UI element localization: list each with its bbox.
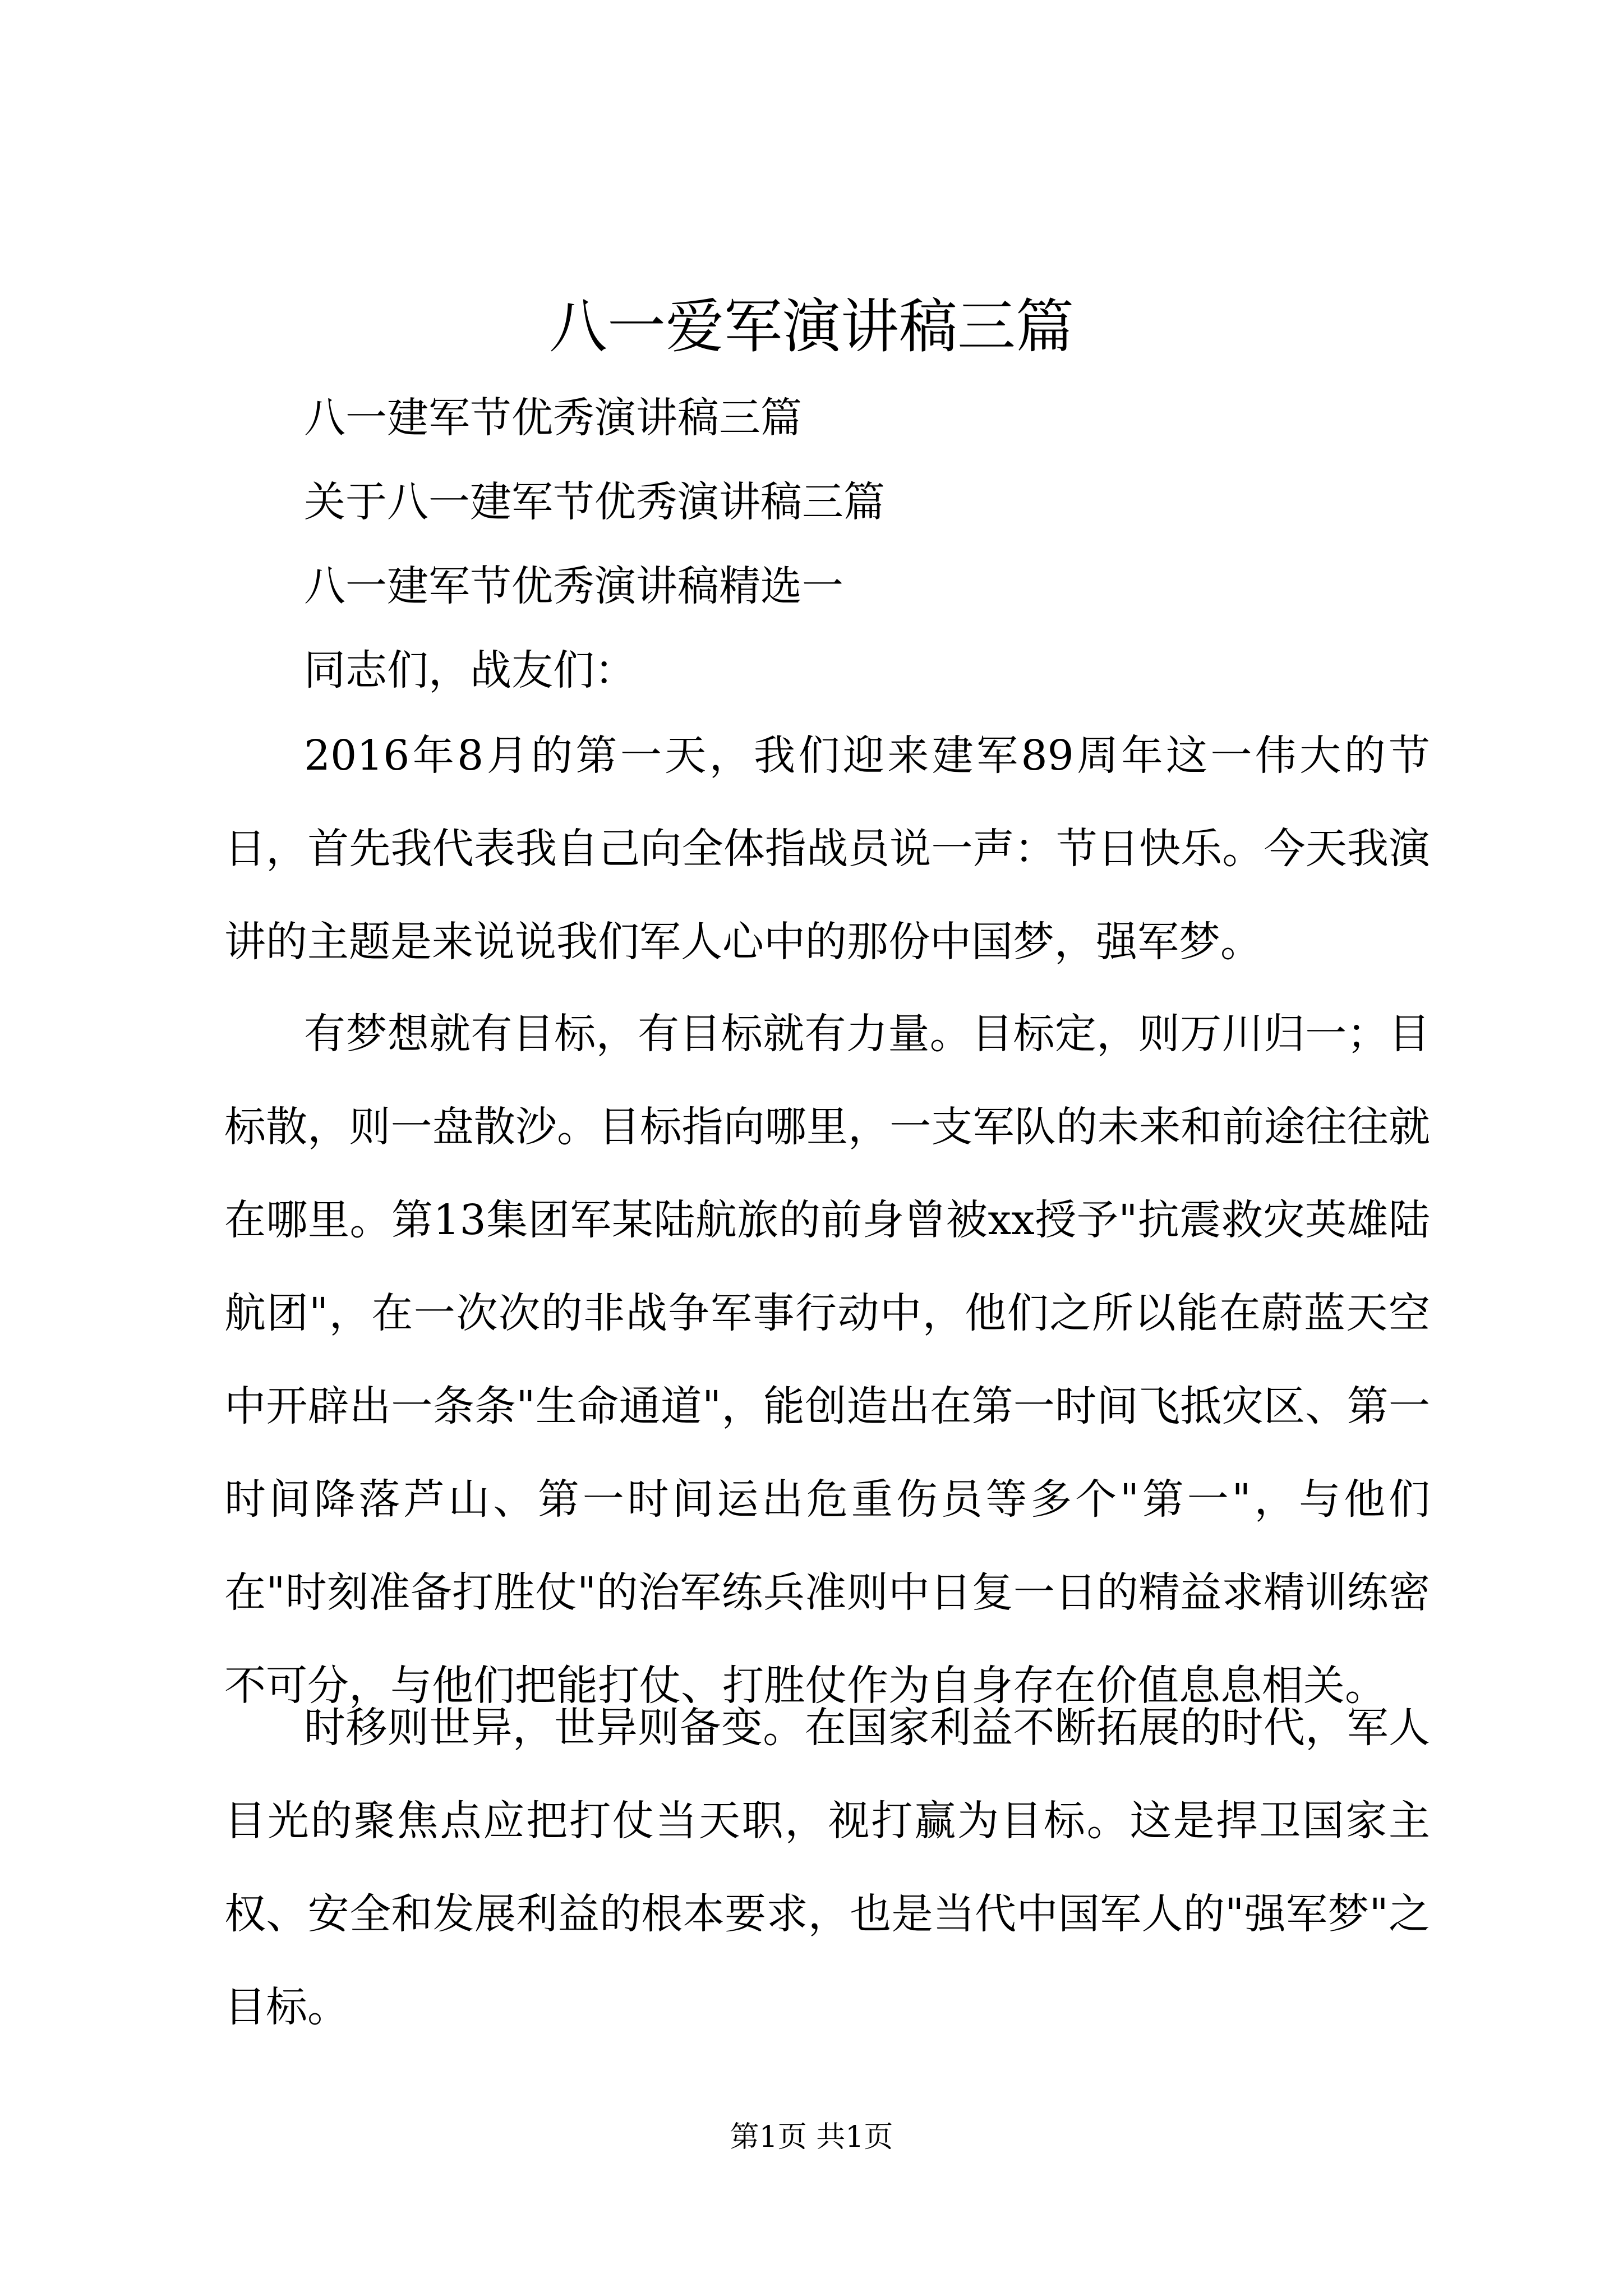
paragraph-1: 2016年8月的第一天，我们迎来建军89周年这一伟大的节日，首先我代表我自己向全体指战员说一声：节日快乐。今天我演讲的主题是来说说我们军人心中的那份中国梦，强军梦。 (224, 731, 1430, 966)
subtitle-line-1: 八一建军节优秀演讲稿三篇 (304, 394, 802, 442)
paragraph-3: 时移则世异，世异则备变。在国家利益不断拓展的时代，军人目光的聚焦点应把打仗当天职，视打赢为目标。这是捍卫国家主权、安全和发展利益的根本要求，也是当代中国军人的"强军梦"之目标。 (224, 1704, 1430, 2031)
subtitle-line-3: 八一建军节优秀演讲稿精选一 (304, 562, 843, 610)
paragraph-2: 有梦想就有目标，有目标就有力量。目标定，则万川归一；目标散，则一盘散沙。目标指向哪里，一支军队的未来和前途往往就在哪里。第13集团军某陆航旅的前身曾被xx授予"抗震救灾英雄陆航团"，在一次次的非战争军事行动中，他们之所以能在蔚蓝天空中开辟出一条条"生命通道"，能创造出在第一时间飞抵灾区、第一时间降落芦山、第一时间运出危重伤员等多个"第一"，与他们在"时刻准备打胜仗"的治军练兵准则中日复一日的精益求精训练密不可分，与他们把能打仗、打胜仗作为自身存在价值息息相关。 (224, 1010, 1430, 1710)
subtitle-line-2: 关于八一建军节优秀演讲稿三篇 (304, 478, 885, 526)
document-title: 八一爱军演讲稿三篇 (548, 292, 1074, 361)
salutation: 同志们，战友们： (304, 646, 636, 694)
page-footer: 第1页 共1页 (730, 2120, 893, 2154)
